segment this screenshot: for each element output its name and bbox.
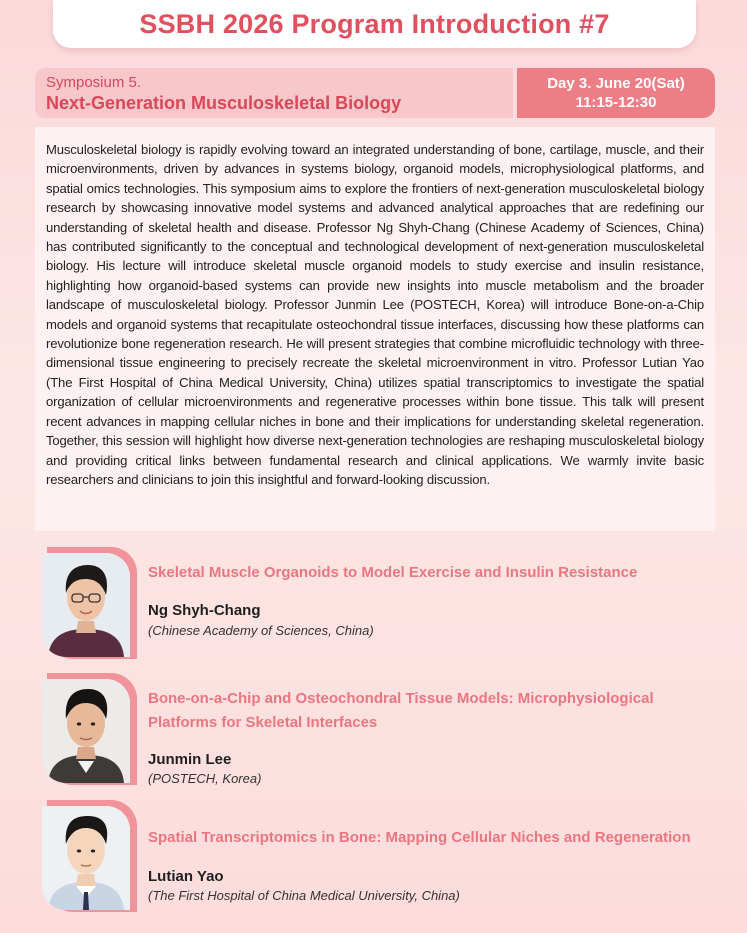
symposium-number: Symposium 5. [46, 74, 142, 91]
session-day: Day 3. June 20(Sat) [547, 75, 685, 92]
speaker-photo [42, 806, 130, 910]
talk-title: Skeletal Muscle Organoids to Model Exercise and Insulin Resistance [148, 564, 638, 581]
speaker-name: Ng Shyh-Chang [148, 602, 261, 619]
session-time: 11:15-12:30 [575, 94, 657, 111]
speaker-affiliation: (Chinese Academy of Sciences, China) [148, 623, 374, 638]
title-banner [53, 0, 696, 48]
session-datetime [517, 68, 715, 118]
speaker-card [42, 800, 722, 915]
speaker-photo [42, 553, 130, 657]
description-text: Musculoskeletal biology is rapidly evolving toward an integrated understanding of bone, cartilage, muscle, and their microenvironments, driven by advances in systems biology, organoid models, microphysiological platforms, and spatial omics technologies. This symposium aims to explore the frontiers of next-generation musculoskeletal biology research by showcasing innovative model systems and advanced analytical approaches that are redefining our understanding of skeletal health and disease. Professor Ng Shyh-Chang (Chinese Academy of Sciences, China) has contributed significantly to the conceptual and technological development of next-generation musculoskeletal biology. His lecture will introduce skeletal muscle organoid models to study exercise and insulin resistance, highlighting how organoid-based systems can provide new insights into muscle metabolism and the broader landscape of musculoskeletal biology. Professor Junmin Lee (POSTECH, Korea) will introduce Bone-on-a-Chip models and organoid systems that recapitulate osteochondral tissue interfaces, discussing how these platforms can revolutionize bone regeneration research. He will present strategies that combine microfluidic technology with three-dimensional tissue engineering to precisely recreate the skeletal microenvironment in vitro. Professor Lutian Yao (The First Hospital of China Medical University, China) utilizes spatial transcriptomics to investigate the spatial organization of cellular microenvironments and regenerative processes within bone tissue. This talk will present recent advances in mapping cellular niches in bone and their implications for understanding skeletal regeneration. Together, this session will highlight how diverse next-generation technologies are reshaping musculoskeletal biology and providing critical links between fundamental research and clinical applications. We warmly invite basic researchers and clinicians to join this insightful and forward-looking discussion. [46, 142, 704, 487]
speaker-photo [42, 679, 130, 783]
symposium-description [35, 127, 715, 531]
symposium-title: Next-Generation Musculoskeletal Biology [46, 93, 402, 113]
symposium-label [35, 68, 513, 118]
page-title: SSBH 2026 Program Introduction #7 [139, 8, 610, 39]
speaker-card [42, 673, 722, 788]
speaker-affiliation: (POSTECH, Korea) [148, 771, 262, 786]
talk-title: Spatial Transcriptomics in Bone: Mapping Cellular Niches and Regeneration [148, 829, 691, 846]
speaker-name: Lutian Yao [148, 868, 224, 885]
speaker-affiliation: (The First Hospital of China Medical University, China) [148, 888, 460, 903]
speaker-card [42, 547, 722, 662]
speaker-name: Junmin Lee [148, 751, 232, 768]
talk-title: Bone-on-a-Chip and Osteochondral Tissue Models: Microphysiological Platforms for Skeletal Interfaces [148, 690, 654, 731]
